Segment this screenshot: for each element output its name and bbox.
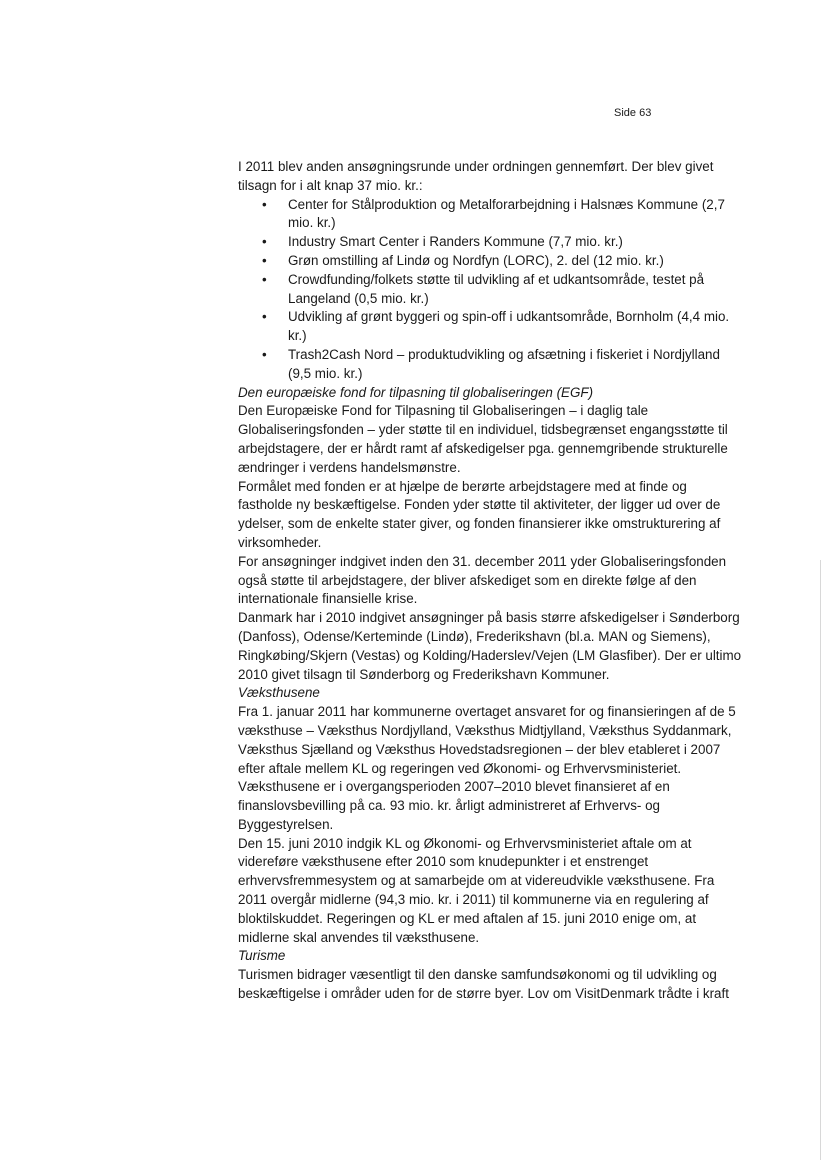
paragraph: Danmark har i 2010 indgivet ansøgninger på basis større afskedigelser i Sønderborg (Danfoss), Odense/Kerteminde (Lindø), Frederikshavn (bl.a. MAN og Siemens), Ringkøbing/Skjern (Vestas) og Kolding/Haderslev/Vejen (LM Glasfiber). Der er ultimo 2010 givet tilsagn til Sønderborg og Frederikshavn Kommuner.	[238, 610, 742, 682]
paragraph: Den 15. juni 2010 indgik KL og Økonomi- og Erhvervsministeriet aftale om at videreføre væksthusene efter 2010 som knudepunkter i et enstrenget erhvervsfremmesystem og at samarbejde om at videreudvikle væksthusene. Fra 2011 overgår midlerne (94,3 mio. kr. i 2011) til kommunerne via en regulering af bloktilskuddet. Regeringen og KL er med aftalen af 15. juni 2010 enige om, at midlerne skal anvendes til væksthusene.	[238, 835, 715, 945]
list-item: • Grøn omstilling af Lindø og Nordfyn (LORC), 2. del (12 mio. kr.)	[238, 252, 744, 271]
scan-edge-line	[820, 560, 821, 1160]
grant-list	[238, 196, 744, 384]
section-heading-turisme: Turisme	[238, 948, 286, 964]
paragraph: Den Europæiske Fond for Tilpasning til Globaliseringen – i daglig tale Globaliseringsfonden – yder støtte til en individuel, tidsbegrænset engangsstøtte til arbejdstagere, der er hårdt ramt af afskedigelser pga. gennemgribende strukturelle ændringer i verdens handelsmønstre.	[238, 403, 728, 475]
section-heading-egf: Den europæiske fond for tilpasning til globaliseringen (EGF)	[238, 384, 594, 400]
intro-paragraph: I 2011 blev anden ansøgningsrunde under ordningen gennemført. Der blev givet tilsagn for i alt knap 37 mio. kr.:	[238, 159, 714, 193]
paragraph: For ansøgninger indgivet inden den 31. december 2011 yder Globaliseringsfonden også støtte til arbejdstagere, der bliver afskediget som en direkte følge af den internationale finansielle krise.	[238, 553, 727, 607]
section-heading-vaeksthusene: Væksthusene	[238, 685, 320, 701]
document-body	[238, 158, 744, 1004]
page-number: Side 63	[614, 107, 652, 119]
list-item: • Crowdfunding/folkets støtte til udvikling af et udkantsområde, testet på Langeland (0,5 mio. kr.)	[238, 271, 744, 309]
paragraph: Turismen bidrager væsentligt til den danske samfundsøkonomi og til udvikling og beskæftigelse i områder uden for de større byer. Lov om VisitDenmark trådte i kraft	[238, 967, 729, 1002]
paragraph: Formålet med fonden er at hjælpe de berørte arbejdstagere med at finde og fastholde ny beskæftigelse. Fonden yder støtte til aktiviteter, der ligger ud over de ydelser, som de enkelte stater giver, og fonden finansierer ikke omstrukturering af virksomheder.	[238, 478, 721, 550]
list-item: • Udvikling af grønt byggeri og spin-off i udkantsområde, Bornholm (4,4 mio. kr.)	[238, 308, 744, 346]
list-item: • Trash2Cash Nord – produktudvikling og afsætning i fiskeriet i Nordjylland (9,5 mio. kr.)	[238, 346, 744, 384]
list-item: • Center for Stålproduktion og Metalforarbejdning i Halsnæs Kommune (2,7 mio. kr.)	[238, 196, 744, 234]
list-item: • Industry Smart Center i Randers Kommune (7,7 mio. kr.)	[238, 233, 744, 252]
paragraph: Fra 1. januar 2011 har kommunerne overtaget ansvaret for og finansieringen af de 5 væksthuse – Væksthus Nordjylland, Væksthus Midtjylland, Væksthus Syddanmark, Væksthus Sjælland og Væksthus Hovedstadsregionen – der blev etableret i 2007 efter aftale mellem KL og regeringen ved Økonomi- og Erhvervsministeriet. Væksthusene er i overgangsperioden 2007–2010 blevet finansieret af en finanslovsbevilling på ca. 93 mio. kr. årligt administreret af Erhvervs- og Byggestyrelsen.	[238, 704, 736, 832]
